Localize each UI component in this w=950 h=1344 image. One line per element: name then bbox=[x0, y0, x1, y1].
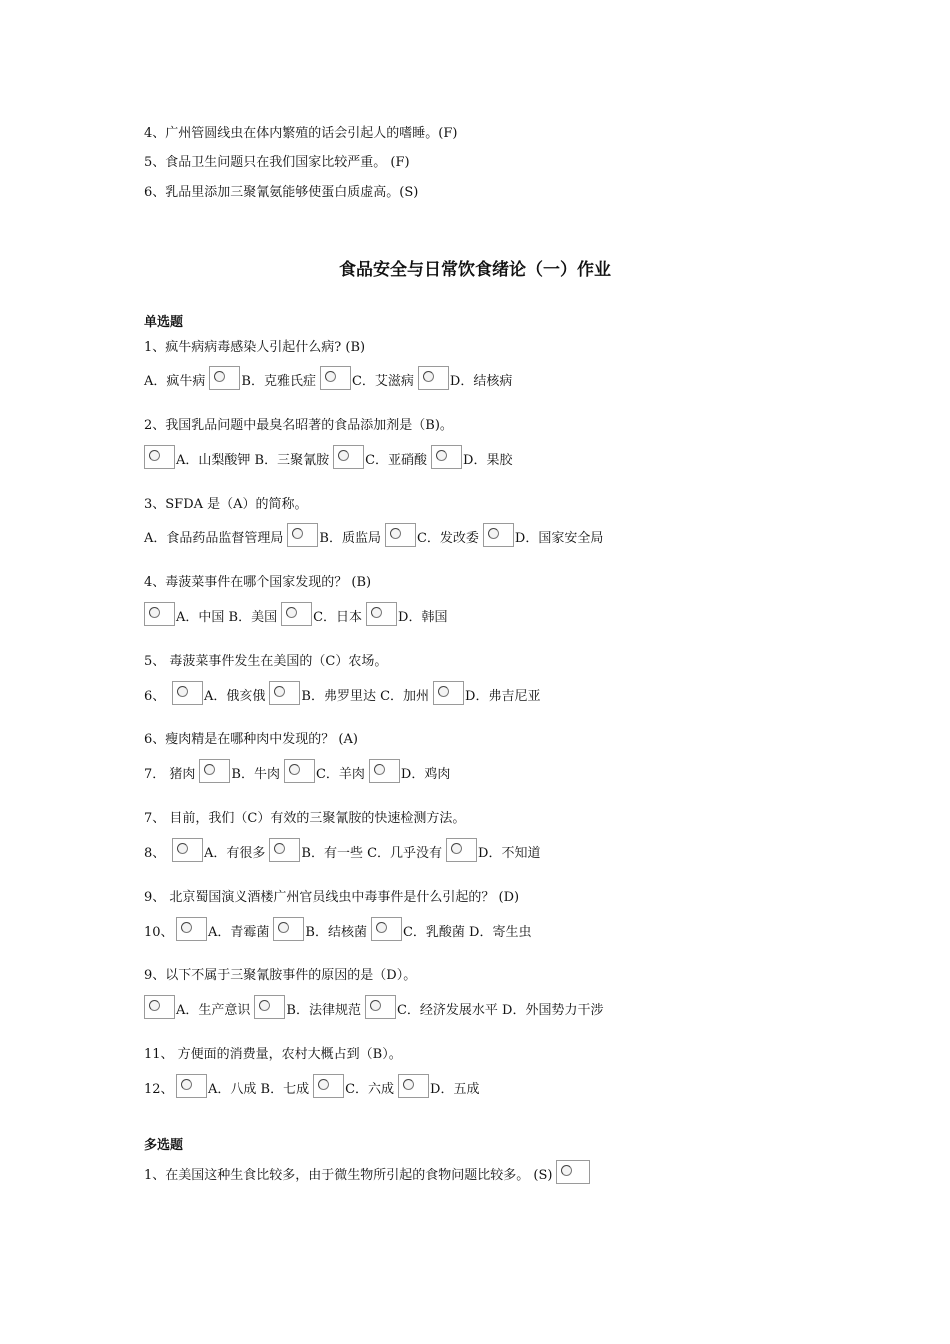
option-row bbox=[144, 995, 607, 1019]
radio-option[interactable] bbox=[433, 681, 464, 705]
question-text: 6、瘦肉精是在哪种肉中发现的？ (A) bbox=[144, 732, 358, 747]
radio-option[interactable] bbox=[320, 366, 351, 390]
option-row bbox=[144, 917, 535, 941]
radio-option[interactable] bbox=[269, 681, 300, 705]
option-prefix: 12、 bbox=[144, 1082, 174, 1097]
question-text: 1、在美国这种生食比较多，由于微生物所引起的食物问题比较多。 (S) bbox=[144, 1168, 553, 1183]
radio-option[interactable] bbox=[284, 759, 315, 783]
radio-option[interactable] bbox=[365, 995, 396, 1019]
option-label: D．不知道 bbox=[478, 846, 541, 861]
option-row bbox=[144, 366, 516, 390]
multi-choice-heading: 多选题 bbox=[144, 1138, 184, 1153]
question-text: 3、SFDA 是（A）的简称。 bbox=[144, 497, 308, 512]
radio-option[interactable] bbox=[172, 838, 203, 862]
option-row bbox=[144, 759, 454, 783]
radio-option[interactable] bbox=[176, 1074, 207, 1098]
option-label: A．疯牛病 bbox=[144, 374, 206, 389]
option-label: A．有很多 bbox=[204, 846, 266, 861]
single-choice-heading: 单选题 bbox=[144, 315, 184, 330]
question-text: 4、毒菠菜事件在哪个国家发现的？ (B) bbox=[144, 575, 372, 590]
option-prefix: 6、 bbox=[144, 689, 166, 704]
question-text: 1、疯牛病病毒感染人引起什么病? (B) bbox=[144, 340, 366, 355]
page-title: 食品安全与日常饮食绪论（一）作业 bbox=[339, 260, 611, 280]
option-label: A．八成 B．七成 bbox=[208, 1082, 310, 1097]
option-label: C．六成 bbox=[345, 1082, 395, 1097]
option-label: C．羊肉 bbox=[315, 767, 365, 782]
multi-question-row bbox=[144, 1160, 591, 1184]
option-label: B．有一些 C．几乎没有 bbox=[301, 846, 443, 861]
radio-option[interactable] bbox=[144, 995, 175, 1019]
radio-option[interactable] bbox=[366, 602, 397, 626]
question-text: 2、我国乳品问题中最臭名昭著的食品添加剂是（B)。 bbox=[144, 418, 453, 433]
option-label: D．国家安全局 bbox=[514, 531, 604, 546]
option-label: D．鸡肉 bbox=[400, 767, 451, 782]
option-prefix: 10、 bbox=[144, 925, 174, 940]
radio-option[interactable] bbox=[273, 917, 304, 941]
radio-option[interactable] bbox=[446, 838, 477, 862]
option-label: C．日本 bbox=[313, 610, 363, 625]
option-label: B．法律规范 bbox=[286, 1003, 361, 1018]
radio-option[interactable] bbox=[209, 366, 240, 390]
radio-option[interactable] bbox=[431, 445, 462, 469]
radio-option[interactable] bbox=[385, 523, 416, 547]
option-row bbox=[144, 1074, 483, 1098]
option-label: B．质监局 bbox=[319, 531, 381, 546]
checkbox-option[interactable] bbox=[556, 1160, 590, 1184]
radio-option[interactable] bbox=[369, 759, 400, 783]
option-label: D．五成 bbox=[430, 1082, 480, 1097]
option-label: B．牛肉 bbox=[231, 767, 280, 782]
option-label: A．青霉菌 bbox=[208, 925, 270, 940]
option-label: C．发改委 bbox=[416, 531, 479, 546]
radio-option[interactable] bbox=[398, 1074, 429, 1098]
intro-line-4: 4、广州管圆线虫在体内繁殖的话会引起人的嗜睡。(F) bbox=[144, 126, 458, 141]
option-row bbox=[144, 602, 451, 626]
radio-option[interactable] bbox=[418, 366, 449, 390]
option-row bbox=[144, 523, 607, 547]
option-label: B．结核菌 bbox=[305, 925, 367, 940]
option-label: C．艾滋病 bbox=[351, 374, 414, 389]
option-row bbox=[144, 681, 544, 705]
question-text: 9、 北京蜀国演义酒楼广州官员线虫中毒事件是什么引起的？ (D) bbox=[144, 890, 520, 905]
intro-line-5: 5、食品卫生问题只在我们国家比较严重。 (F) bbox=[144, 155, 410, 170]
radio-option[interactable] bbox=[176, 917, 207, 941]
radio-option[interactable] bbox=[371, 917, 402, 941]
radio-option[interactable] bbox=[483, 523, 514, 547]
question-text: 7、 目前，我们（C）有效的三聚氰胺的快速检测方法。 bbox=[144, 811, 466, 826]
radio-option[interactable] bbox=[144, 445, 175, 469]
option-label: A．食品药品监督管理局 bbox=[144, 531, 284, 546]
option-prefix: 8、 bbox=[144, 846, 166, 861]
radio-option[interactable] bbox=[144, 602, 175, 626]
option-label: A．中国 B．美国 bbox=[176, 610, 278, 625]
option-label: B．克雅氏症 bbox=[241, 374, 316, 389]
radio-option[interactable] bbox=[269, 838, 300, 862]
option-label: A．俄亥俄 bbox=[204, 689, 266, 704]
option-label: C．亚硝酸 bbox=[365, 453, 428, 468]
option-row bbox=[144, 838, 544, 862]
radio-option[interactable] bbox=[281, 602, 312, 626]
option-label: D．结核病 bbox=[449, 374, 513, 389]
option-label: D．韩国 bbox=[398, 610, 448, 625]
option-label: D．弗吉尼亚 bbox=[465, 689, 541, 704]
option-label: A．山梨酸钾 B．三聚氰胺 bbox=[176, 453, 330, 468]
option-label: D．果胶 bbox=[463, 453, 513, 468]
option-label: C．经济发展水平 D．外国势力干涉 bbox=[396, 1003, 604, 1018]
radio-option[interactable] bbox=[254, 995, 285, 1019]
radio-option[interactable] bbox=[172, 681, 203, 705]
question-text: 5、 毒菠菜事件发生在美国的（C）农场。 bbox=[144, 654, 388, 669]
option-row bbox=[144, 445, 516, 469]
option-label: A．生产意识 bbox=[176, 1003, 251, 1018]
radio-option[interactable] bbox=[333, 445, 364, 469]
radio-option[interactable] bbox=[287, 523, 318, 547]
question-text: 11、 方便面的消费量，农村大概占到（B）。 bbox=[144, 1047, 402, 1062]
option-label: C．乳酸菌 D．寄生虫 bbox=[402, 925, 532, 940]
option-prefix: 7． 猪肉 bbox=[144, 767, 196, 782]
intro-line-6: 6、乳品里添加三聚氰氨能够使蛋白质虚高。(S) bbox=[144, 185, 419, 200]
radio-option[interactable] bbox=[313, 1074, 344, 1098]
question-text: 9、以下不属于三聚氰胺事件的原因的是（D）。 bbox=[144, 968, 417, 983]
option-label: B．弗罗里达 C．加州 bbox=[301, 689, 430, 704]
radio-option[interactable] bbox=[199, 759, 230, 783]
